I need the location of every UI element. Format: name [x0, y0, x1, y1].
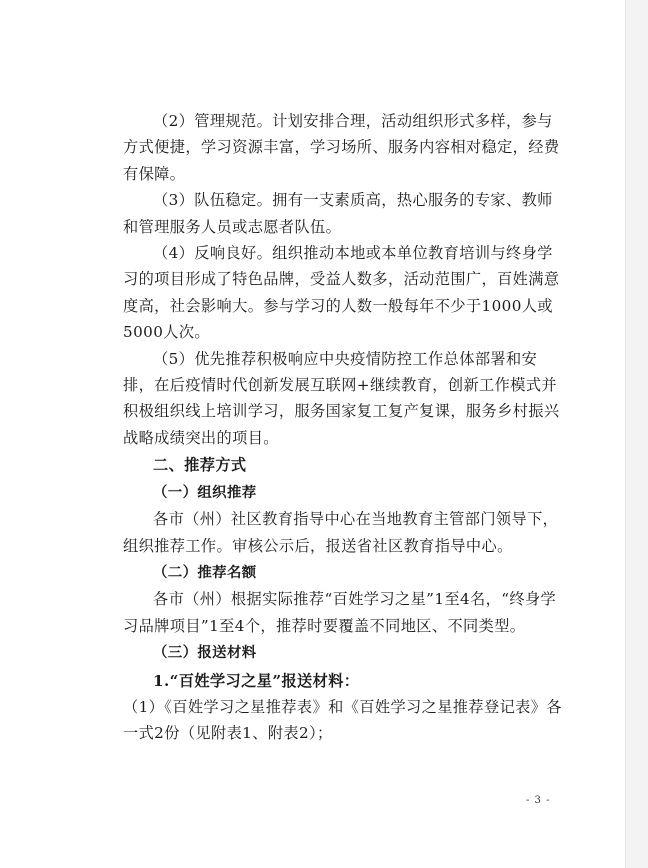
document-body	[123, 108, 567, 747]
section-heading-recommendation-method: 二、推荐方式	[153, 456, 247, 475]
item-heading-star-materials: 1.“百姓学习之星”报送材料：	[153, 671, 360, 690]
paragraph-priority: （5）优先推荐积极响应中央疫情防控工作总体部署和安排，在后疫情时代创新发展互联网+继续教育，创新工作模式并积极组织线上培训学习，服务国家复工复产复课，服务乡村振兴战略成绩突出的项目。	[123, 349, 560, 447]
paragraph-star-forms: （1）《百姓学习之星推荐表》和《百姓学习之星推荐登记表》各一式2份（见附表1、附表2）；	[123, 697, 562, 743]
subheading-organize: （一）组织推荐	[153, 483, 257, 501]
vertical-scrollbar[interactable]	[625, 0, 648, 868]
paragraph-management: （2）管理规范。计划安排合理，活动组织形式多样，参与方式便捷，学习资源丰富，学习场所、服务内容相对稳定，经费有保障。	[123, 112, 560, 183]
subheading-materials: （三）报送材料	[153, 644, 257, 662]
page-number: - 3 -	[526, 795, 551, 806]
paragraph-response: （4）反响良好。组织推动本地或本单位教育培训与终身学习的项目形成了特色品牌，受益人数多，活动范围广，百姓满意度高，社会影响大。参与学习的人数一般每年不少于1000人或5000人次。	[123, 244, 560, 342]
subheading-quota: （二）推荐名额	[153, 563, 257, 581]
paragraph-quota: 各市（州）根据实际推荐“百姓学习之星”1至4名，“终身学习品牌项目”1至4个，推荐时要覆盖不同地区、不同类型。	[123, 590, 557, 635]
paragraph-team: （3）队伍稳定。拥有一支素质高，热心服务的专家、教师和管理服务人员或志愿者队伍。	[123, 191, 553, 236]
paragraph-organize: 各市（州）社区教育指导中心在当地教育主管部门领导下，组织推荐工作。审核公示后，报送省社区教育指导中心。	[123, 510, 559, 555]
